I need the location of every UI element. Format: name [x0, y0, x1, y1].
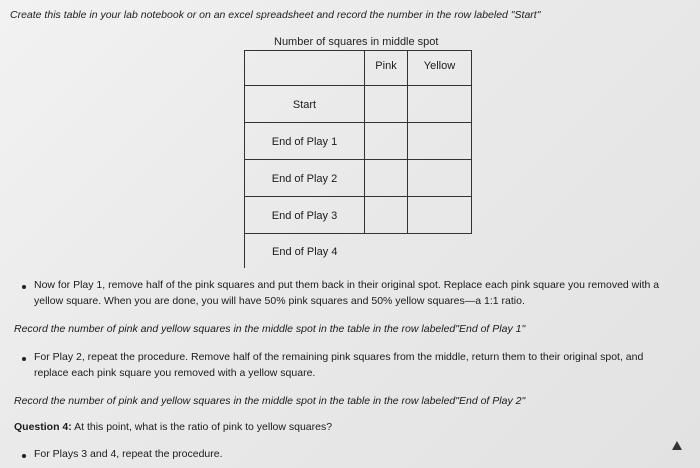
pink-cell [365, 197, 408, 234]
bullet-icon [22, 454, 26, 458]
bullet-play2-line1: For Play 2, repeat the procedure. Remove half of the remaining pink squares from the middle, return them to their original spot, and [34, 351, 644, 363]
table-row [245, 234, 472, 269]
question-4-label: Question 4: [14, 421, 72, 433]
table-row [245, 123, 472, 160]
table-header-row [245, 51, 472, 86]
row-label [245, 123, 365, 160]
header-yellow-label: Yellow [423, 60, 456, 72]
bullet-icon [22, 285, 26, 289]
row-label [245, 86, 365, 123]
row-label-text: End of Play 4 [272, 246, 338, 258]
row-label-text: End of Play 1 [271, 136, 338, 148]
row-label-text: End of Play 2 [271, 173, 338, 185]
row-label-text: Start [292, 99, 317, 111]
table-caption: Number of squares in middle spot [274, 36, 439, 48]
yellow-cell [408, 197, 472, 234]
question-4 [14, 420, 332, 435]
bullet-play2-line2: replace each pink square you removed with a yellow square. [34, 367, 316, 379]
header-pink [365, 51, 408, 86]
bullet-play1-line2: yellow square. When you are done, you will have 50% pink squares and 50% yellow squares—a 1:1 ratio. [34, 295, 525, 307]
question-4-text: At this point, what is the ratio of pink to yellow squares? [71, 421, 333, 433]
pink-cell [365, 160, 408, 197]
squares-table [244, 50, 472, 268]
header-empty-cell [245, 51, 365, 86]
bullet-play1-line1: Now for Play 1, remove half of the pink squares and put them back in their original spot. Replace each pink square you removed with a [34, 279, 660, 291]
pink-cell [365, 123, 408, 160]
intro-instruction: Create this table in your lab notebook or on an excel spreadsheet and record the number in the row labeled "Start" [10, 9, 541, 21]
cursor-icon [672, 441, 682, 450]
row-label-text: End of Play 3 [271, 210, 338, 222]
bullet-play3-4: For Plays 3 and 4, repeat the procedure. [34, 448, 223, 460]
row-label [245, 160, 365, 197]
record-play1-instruction: Record the number of pink and yellow squares in the middle spot in the table in the row labeled"End of Play 1" [14, 323, 526, 335]
bullet-icon [22, 357, 26, 361]
header-pink-label: Pink [375, 60, 397, 72]
table-row [245, 86, 472, 123]
row-label [245, 197, 365, 234]
yellow-cell [408, 160, 472, 197]
row-label [245, 234, 365, 269]
yellow-cell [408, 234, 472, 269]
yellow-cell [408, 86, 472, 123]
record-play2-instruction: Record the number of pink and yellow squares in the middle spot in the table in the row labeled"End of Play 2" [14, 395, 526, 407]
pink-cell [365, 234, 408, 269]
yellow-cell [408, 123, 472, 160]
pink-cell [365, 86, 408, 123]
table-row [245, 197, 472, 234]
table-row [245, 160, 472, 197]
header-yellow [408, 51, 472, 86]
